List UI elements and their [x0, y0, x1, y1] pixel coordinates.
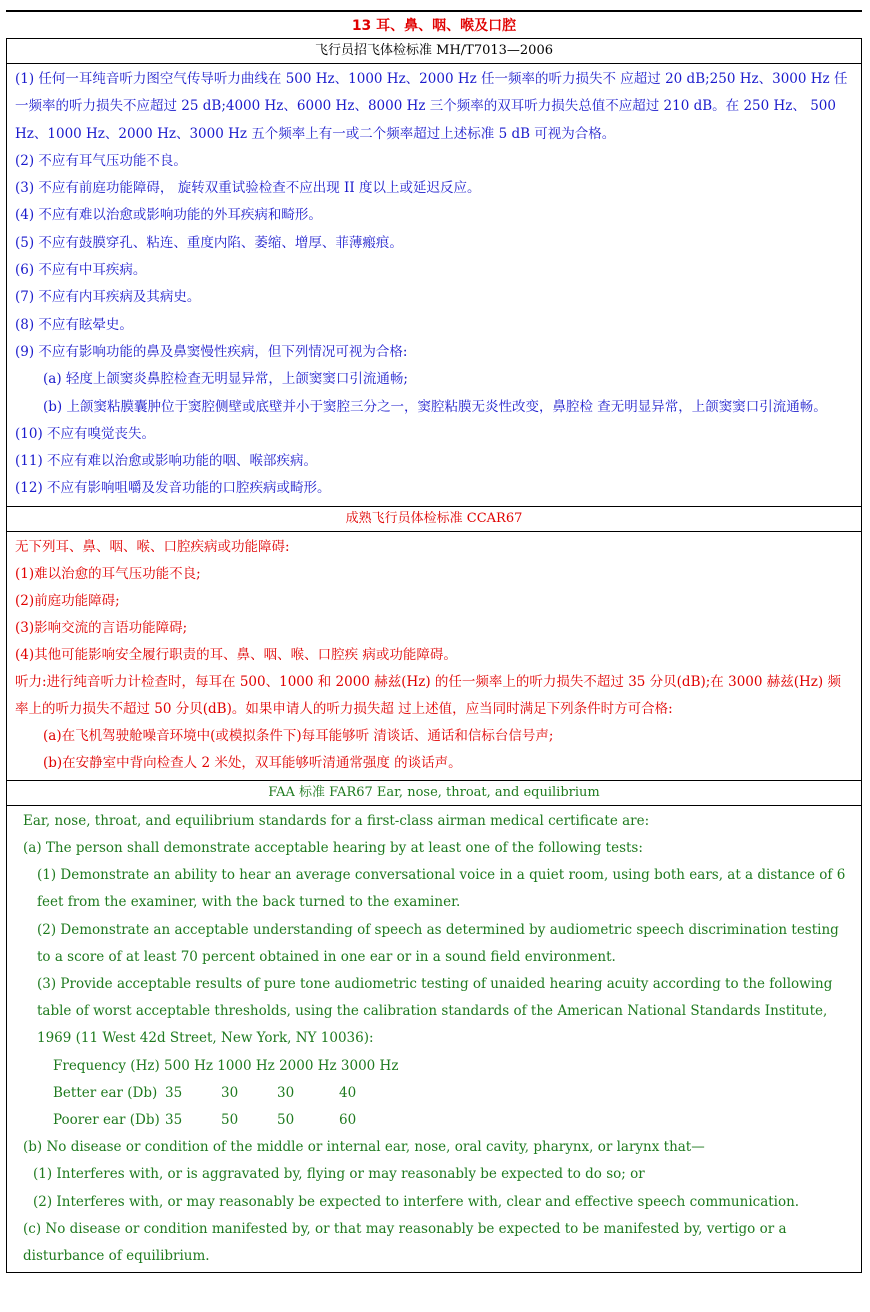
- ccar-item-4: (4)其他可能影响安全履行职责的耳、鼻、咽、喉、口腔疾 病或功能障碍。: [15, 646, 457, 663]
- caac-item-4: (4) 不应有难以治愈或影响功能的外耳疾病和畸形。: [15, 207, 322, 224]
- faa-item-b: (b) No disease or condition of the middle or internal ear, nose, oral cavity, pharynx, or larynx that—: [23, 1139, 705, 1156]
- caac-item-7: (7) 不应有内耳疾病及其病史。: [15, 289, 201, 306]
- caac-item-11: (11) 不应有难以治愈或影响功能的咽、喉部疾病。: [15, 453, 318, 470]
- faa-item-b2: (2) Interferes with, or may reasonably be expected to interfere with, clear and effective speech communication.: [33, 1193, 800, 1210]
- caac-item-8: (8) 不应有眩晕史。: [15, 316, 133, 333]
- caac-item-12: (12) 不应有影响咀嚼及发音功能的口腔疾病或畸形。: [15, 480, 331, 497]
- ccar-section: [7, 531, 862, 780]
- faa-cell: 60: [339, 1111, 357, 1128]
- ccar-header: 成熟飞行员体检标准 CCAR67: [7, 506, 862, 531]
- caac-item-1: (1) 任何一耳纯音听力图空气传导听力曲线在 500 Hz、1000 Hz、2000 Hz 任一频率的听力损失不 应超过 20 dB;250 Hz、3000 Hz 任一频率的听力损失不应超过 25 dB;4000 Hz、6000 Hz、8000 Hz 三个频率的双耳听力损失总值不应超过 210 dB。在 250 Hz、 500 Hz、1000 Hz、2000 Hz、3000 Hz 五个频率上有一或二个频率超过上述标准 5 dB 可视为合格。: [15, 71, 848, 142]
- faa-table-row-poorer: [23, 1107, 853, 1134]
- faa-item-c: (c) No disease or condition manifested by, or that may reasonably be expected to be manifested by, vertigo or a disturbance of equilibrium.: [23, 1220, 787, 1264]
- faa-item-b1: (1) Interferes with, or is aggravated by, flying or may reasonably be expected to do so; or: [33, 1166, 645, 1183]
- caac-item-3: (3) 不应有前庭功能障碍， 旋转双重试验检查不应出现 II 度以上或延迟反应。: [15, 180, 481, 197]
- standards-table: [6, 38, 862, 1273]
- ccar-item-3: (3)影响交流的言语功能障碍;: [15, 619, 188, 636]
- faa-table-row-better: [23, 1080, 853, 1107]
- faa-cell: 50: [221, 1111, 239, 1128]
- faa-section: [7, 805, 862, 1272]
- caac-item-9b: (b) 上颌窦粘膜囊肿位于窦腔侧壁或底壁并小于窦腔三分之一，窦腔粘膜无炎性改变，鼻腔检 查无明显异常，上颌窦窦口引流通畅。: [43, 398, 827, 415]
- ccar-hearing-a: (a)在飞机驾驶舱噪音环境中(或模拟条件下)每耳能够听 清谈话、通话和信标台信号声;: [43, 727, 554, 744]
- caac-item-9a: (a) 轻度上颌窦炎鼻腔检查无明显异常，上颌窦窦口引流通畅;: [43, 371, 408, 388]
- ccar-intro: 无下列耳、鼻、咽、喉、口腔疾病或功能障碍:: [15, 538, 290, 555]
- faa-item-a: (a) The person shall demonstrate acceptable hearing by at least one of the following tests:: [23, 839, 643, 856]
- ccar-item-2: (2)前庭功能障碍;: [15, 592, 120, 609]
- caac-item-9: (9) 不应有影响功能的鼻及鼻窦慢性疾病，但下列情况可视为合格:: [15, 343, 408, 360]
- section-title: 13 耳、鼻、咽、喉及口腔: [6, 10, 862, 38]
- ccar-hearing: 听力:进行纯音听力计检查时，每耳在 500、1000 和 2000 赫兹(Hz) 的任一频率上的听力损失不超过 35 分贝(dB);在 3000 赫兹(Hz) 频率上的听力损失不超过 50 分贝(dB)。如果申请人的听力损失超 过上述值，应当同时满足下列条件时方可合格:: [15, 673, 841, 717]
- caac-header: 飞行员招飞体检标准 MH/T7013—2006: [7, 39, 862, 64]
- faa-intro: Ear, nose, throat, and equilibrium standards for a first-class airman medical certificate are:: [23, 812, 650, 829]
- caac-item-6: (6) 不应有中耳疾病。: [15, 262, 147, 279]
- faa-header: FAA 标准 FAR67 Ear, nose, throat, and equilibrium: [7, 780, 862, 805]
- faa-table-header: Frequency (Hz) 500 Hz 1000 Hz 2000 Hz 3000 Hz: [53, 1057, 399, 1074]
- caac-item-2: (2) 不应有耳气压功能不良。: [15, 152, 187, 169]
- faa-item-a3: (3) Provide acceptable results of pure tone audiometric testing of unaided hearing acuity according to the following table of worst acceptable thresholds, using the calibration standards of the American National Standards Institute, 1969 (11 West 42d Street, New York, NY 10036):: [37, 975, 833, 1047]
- faa-cell: 50: [277, 1111, 295, 1128]
- faa-item-a1: (1) Demonstrate an ability to hear an average conversational voice in a quiet room, using both ears, at a distance of 6 feet from the examiner, with the back turned to the examiner.: [37, 867, 846, 911]
- faa-row-label: Better ear (Db): [53, 1084, 158, 1101]
- faa-cell: 30: [277, 1084, 295, 1101]
- ccar-item-1: (1)难以治愈的耳气压功能不良;: [15, 565, 201, 582]
- faa-cell: 35: [165, 1111, 183, 1128]
- faa-row-label: Poorer ear (Db): [53, 1111, 160, 1128]
- faa-cell: 40: [339, 1084, 357, 1101]
- caac-item-10: (10) 不应有嗅觉丧失。: [15, 425, 156, 442]
- faa-cell: 30: [221, 1084, 239, 1101]
- caac-section: [7, 64, 862, 507]
- faa-item-a2: (2) Demonstrate an acceptable understanding of speech as determined by audiometric speech discrimination testing to a score of at least 70 percent obtained in one ear or in a sound field environment.: [37, 921, 839, 965]
- ccar-hearing-b: (b)在安静室中背向检查人 2 米处，双耳能够听清通常强度 的谈话声。: [43, 754, 462, 771]
- caac-item-5: (5) 不应有鼓膜穿孔、粘连、重度内陷、萎缩、增厚、菲薄瘢痕。: [15, 234, 403, 251]
- document: [6, 10, 862, 1273]
- faa-cell: 35: [165, 1084, 183, 1101]
